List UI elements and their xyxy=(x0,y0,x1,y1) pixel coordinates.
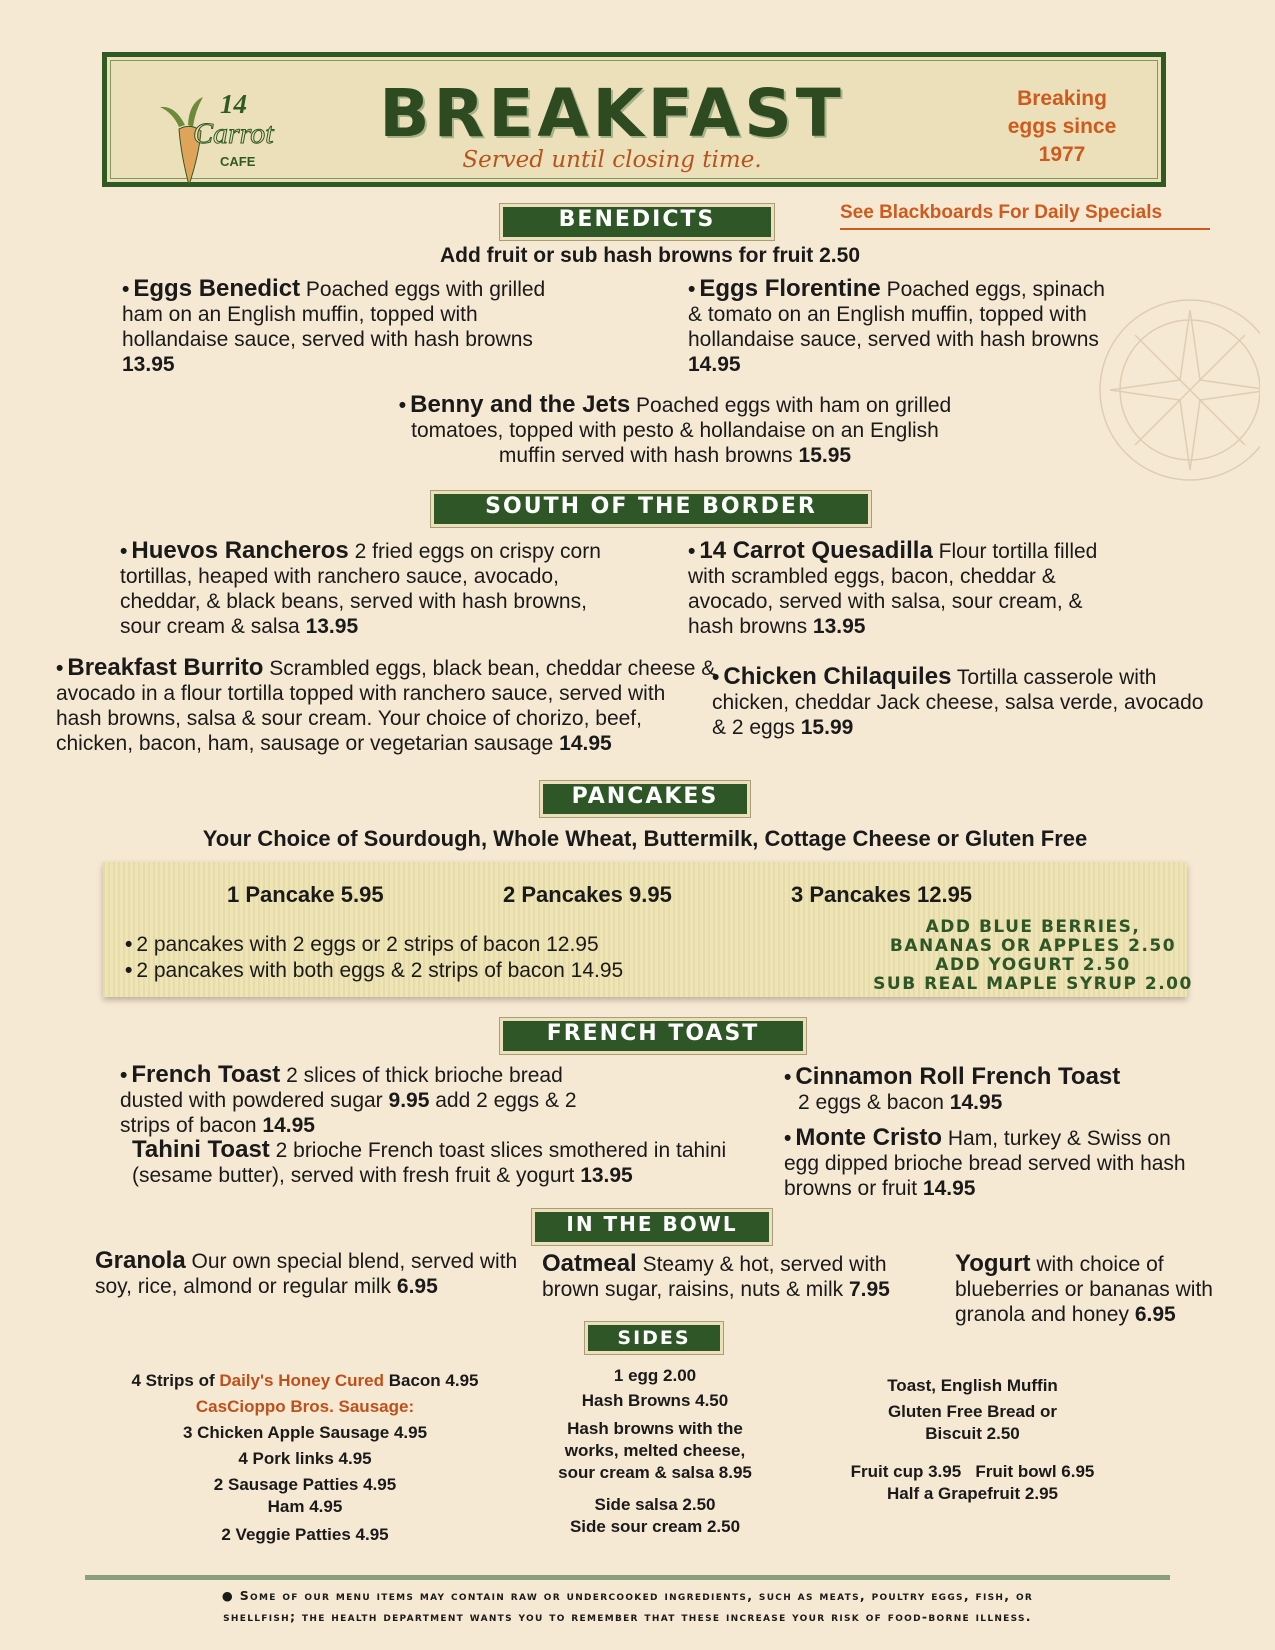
specials-note: See Blackboards For Daily Specials xyxy=(840,202,1210,230)
side-bacon: 4 Strips of Daily's Honey Cured Bacon 4.95 xyxy=(131,1371,479,1390)
menu-item-chicken-chilaquiles: • Chicken Chilaquiles Tortilla casserole with chicken, cheddar Jack cheese, salsa verde, avocado & 2 eggs 15.99 xyxy=(712,663,1204,739)
pancake-addon-4: SUB REAL MAPLE SYRUP 2.00 xyxy=(873,974,1193,994)
item-name: Breakfast Burrito xyxy=(67,654,264,681)
side-item: 2 Sausage Patties 4.95 xyxy=(213,1475,397,1494)
section-sides: SIDES xyxy=(588,1325,720,1351)
item-desc: Poached eggs, spinach & tomato on an English muffin, topped with hollandaise sauce, served with hash browns xyxy=(688,278,1105,351)
item-name: 14 Carrot Quesadilla xyxy=(699,537,933,564)
side-item: Side salsa 2.50 xyxy=(594,1495,716,1514)
item-desc: Tortilla casserole with chicken, cheddar Jack cheese, salsa verde, avocado & 2 eggs xyxy=(712,666,1204,739)
item-price: 14.95 xyxy=(559,732,612,755)
pancake-one: 1 Pancake 5.95 xyxy=(227,882,384,907)
since-line-2: eggs since xyxy=(1007,115,1117,138)
item-desc: 2 brioche French toast slices smothered in tahini (sesame butter), served with fresh fruit & yogurt xyxy=(132,1139,727,1187)
item-name: Huevos Rancheros xyxy=(131,537,349,564)
item-price: 15.95 xyxy=(798,444,852,467)
sides-left-column xyxy=(95,1370,515,1546)
side-item: Ham 4.95 xyxy=(267,1497,343,1516)
item-price: 13.95 xyxy=(580,1164,633,1187)
menu-item-eggs-benedict: • Eggs Benedict Poached eggs with grilled ham on an English muffin, topped with hollandaise sauce, served with hash browns 13.95 xyxy=(122,275,546,376)
item-name: Benny and the Jets xyxy=(410,391,631,418)
item-price: 13.95 xyxy=(305,615,359,638)
item-desc: with choice of blueberries or bananas with granola and honey xyxy=(955,1253,1213,1326)
item-desc: 2 eggs & bacon xyxy=(798,1091,944,1114)
side-item: Hash browns with the xyxy=(567,1419,743,1438)
side-item: works, melted cheese, xyxy=(564,1441,746,1460)
menu-item-tahini-toast xyxy=(132,1137,752,1188)
item-price: 13.95 xyxy=(812,615,866,638)
item-desc: Poached eggs with grilled ham on an English muffin, topped with hollandaise sauce, served with hash browns xyxy=(122,278,546,351)
item-name: Eggs Benedict xyxy=(133,275,301,302)
side-item: Hash Browns 4.50 xyxy=(581,1391,729,1410)
sides-middle-column xyxy=(530,1365,780,1538)
menu-item-oatmeal xyxy=(542,1251,942,1302)
logo-number: 14 xyxy=(220,89,247,119)
item-price: 15.99 xyxy=(800,716,854,739)
item-name: Granola xyxy=(95,1247,186,1274)
menu-item-breakfast-burrito: • Breakfast Burrito Scrambled eggs, black bean, cheddar cheese & avocado in a flour tortilla topped with ranchero sauce, served with hash browns, salsa & sour cream. Your choice of chorizo, beef, chicken, bacon, ham, sausage or vegetarian sausage 14.95 xyxy=(56,654,716,755)
menu-item-carrot-quesadilla: • 14 Carrot Quesadilla Flour tortilla filled with scrambled eggs, bacon, cheddar & avocado, served with salsa, sour cream, & hash browns 13.95 xyxy=(688,537,1098,638)
item-name: Oatmeal xyxy=(542,1250,637,1277)
item-name: Eggs Florentine xyxy=(699,275,881,302)
menu-item-huevos-rancheros: • Huevos Rancheros 2 fried eggs on crispy corn tortillas, heaped with ranchero sauce, avocado, cheddar, & black beans, served with hash browns, sour cream & salsa 13.95 xyxy=(120,537,601,638)
side-item: Biscuit 2.50 xyxy=(925,1424,1020,1443)
item-desc: Flour tortilla filled with scrambled eggs, bacon, cheddar & avocado, served with salsa, sour cream, & hash browns xyxy=(688,540,1098,638)
disclaimer-line-1: ● Some of our menu items may contain raw or undercooked ingredients, such as meats, poultry eggs, fish, or xyxy=(221,1588,1034,1603)
item-name: Monte Cristo xyxy=(795,1124,943,1151)
menu-item-eggs-florentine: • Eggs Florentine Poached eggs, spinach & tomato on an English muffin, topped with hollandaise sauce, served with hash browns 14.95 xyxy=(688,275,1105,376)
section-french-toast: FRENCH TOAST xyxy=(503,1021,803,1051)
side-sausage-brand: CasCioppo Bros. Sausage: xyxy=(195,1397,415,1416)
disclaimer-line-2: shellfish; the health department wants you to remember that these increase your risk of food-borne illness. xyxy=(223,1609,1032,1624)
item-addon-price: 14.95 xyxy=(262,1114,315,1137)
menu-item-monte-cristo: • Monte Cristo Ham, turkey & Swiss on egg dipped brioche bread served with hash browns or fruit 14.95 xyxy=(784,1124,1186,1200)
side-item: Fruit cup 3.95 Fruit bowl 6.95 xyxy=(850,1462,1095,1481)
item-price: 14.95 xyxy=(922,1177,976,1200)
item-name: French Toast xyxy=(131,1061,281,1088)
disclaimer-divider xyxy=(85,1575,1170,1580)
side-item: Half a Grapefruit 2.95 xyxy=(886,1484,1058,1503)
menu-item-cinnamon-roll-french-toast: • Cinnamon Roll French Toast 2 eggs & bacon 14.95 xyxy=(784,1063,1121,1114)
page-subtitle: Served until closing time. xyxy=(462,147,762,173)
item-price: 14.95 xyxy=(688,353,741,376)
item-desc: Scrambled eggs, black bean, cheddar cheese & avocado in a flour tortilla topped with ranchero sauce, served with hash browns, salsa & sour cream. Your choice of chorizo, beef, chicken, bacon, ham, sausage or vegetarian sausage xyxy=(56,657,716,755)
item-name: Chicken Chilaquiles xyxy=(723,663,952,690)
pancake-panel xyxy=(103,862,1193,997)
menu-item-granola xyxy=(95,1248,525,1299)
logo-wordmark: Carrot xyxy=(193,117,274,150)
side-item: sour cream & salsa 8.95 xyxy=(558,1463,752,1482)
section-in-the-bowl: IN THE BOWL xyxy=(535,1212,769,1242)
pancake-two: 2 Pancakes 9.95 xyxy=(503,882,672,907)
section-benedicts: BENEDICTS xyxy=(503,207,771,237)
item-desc: 2 fried eggs on crispy corn tortillas, heaped with ranchero sauce, avocado, cheddar, & black beans, served with hash browns, sour cream & salsa xyxy=(120,540,601,638)
side-item: 3 Chicken Apple Sausage 4.95 xyxy=(182,1423,428,1442)
item-price: 6.95 xyxy=(1134,1303,1176,1326)
logo-cafe: CAFE xyxy=(220,154,256,169)
item-name: Cinnamon Roll French Toast xyxy=(795,1063,1121,1090)
item-price: 9.95 xyxy=(388,1089,430,1112)
item-desc: Ham, turkey & Swiss on egg dipped brioche bread served with hash browns or fruit xyxy=(784,1127,1186,1200)
item-desc: Our own special blend, served with soy, rice, almond or regular milk xyxy=(95,1250,518,1298)
side-item: Gluten Free Bread or xyxy=(887,1402,1058,1421)
page-title: BREAKFAST xyxy=(379,75,845,152)
since-line-3: 1977 xyxy=(1038,143,1086,166)
side-item: Side sour cream 2.50 xyxy=(569,1517,741,1536)
item-price: 14.95 xyxy=(949,1091,1003,1114)
section-pancakes: PANCAKES xyxy=(543,784,747,814)
benedicts-note: Add fruit or sub hash browns for fruit 2.50 xyxy=(439,244,861,267)
side-item: 4 Pork links 4.95 xyxy=(238,1449,372,1468)
item-desc: 2 slices of thick brioche bread dusted with powdered sugar xyxy=(120,1064,563,1112)
item-desc: Steamy & hot, served with brown sugar, raisins, nuts & milk xyxy=(542,1253,887,1301)
item-price: 7.95 xyxy=(848,1278,890,1301)
pancake-combo-2: • 2 pancakes with both eggs & 2 strips of bacon 14.95 xyxy=(125,959,624,982)
pancake-addon-1: ADD BLUE BERRIES, xyxy=(925,917,1141,937)
pancake-addon-3: ADD YOGURT 2.50 xyxy=(935,955,1131,975)
item-name: Yogurt xyxy=(955,1250,1031,1277)
side-item: 2 Veggie Patties 4.95 xyxy=(221,1525,389,1544)
menu-item-french-toast: • French Toast 2 slices of thick brioche bread dusted with powdered sugar 9.95 add 2 eggs & 2 strips of bacon 14.95 xyxy=(120,1061,577,1137)
side-item: 1 egg 2.00 xyxy=(613,1366,697,1385)
side-item: Toast, English Muffin xyxy=(887,1376,1058,1395)
since-line-1: Breaking xyxy=(1017,87,1107,110)
menu-item-benny-and-the-jets: • Benny and the Jets Poached eggs with ham on grilled tomatoes, topped with pesto & hollandaise on an English muffin served with hash browns 15.95 xyxy=(398,391,952,467)
menu-item-yogurt xyxy=(955,1251,1255,1327)
menu-header xyxy=(102,52,1166,187)
item-price: 13.95 xyxy=(122,353,175,376)
pancake-addon-2: BANANAS OR APPLES 2.50 xyxy=(889,936,1177,956)
item-price: 6.95 xyxy=(396,1275,438,1298)
disclaimer xyxy=(85,1585,1170,1627)
pancake-choice: Your Choice of Sourdough, Whole Wheat, Buttermilk, Cottage Cheese or Gluten Free xyxy=(202,826,1088,851)
pancake-combo-1: • 2 pancakes with 2 eggs or 2 strips of bacon 12.95 xyxy=(125,933,599,956)
since-badge xyxy=(967,85,1157,169)
item-desc: Poached eggs with ham on grilled tomatoes, topped with pesto & hollandaise on an English muffin served with hash browns xyxy=(411,394,952,467)
section-south-of-the-border: SOUTH OF THE BORDER xyxy=(434,494,868,524)
sides-right-column xyxy=(815,1375,1130,1505)
pancake-three: 3 Pancakes 12.95 xyxy=(791,882,973,907)
item-name: Tahini Toast xyxy=(132,1136,270,1163)
item-addon: add 2 eggs & 2 strips of bacon xyxy=(120,1089,577,1137)
